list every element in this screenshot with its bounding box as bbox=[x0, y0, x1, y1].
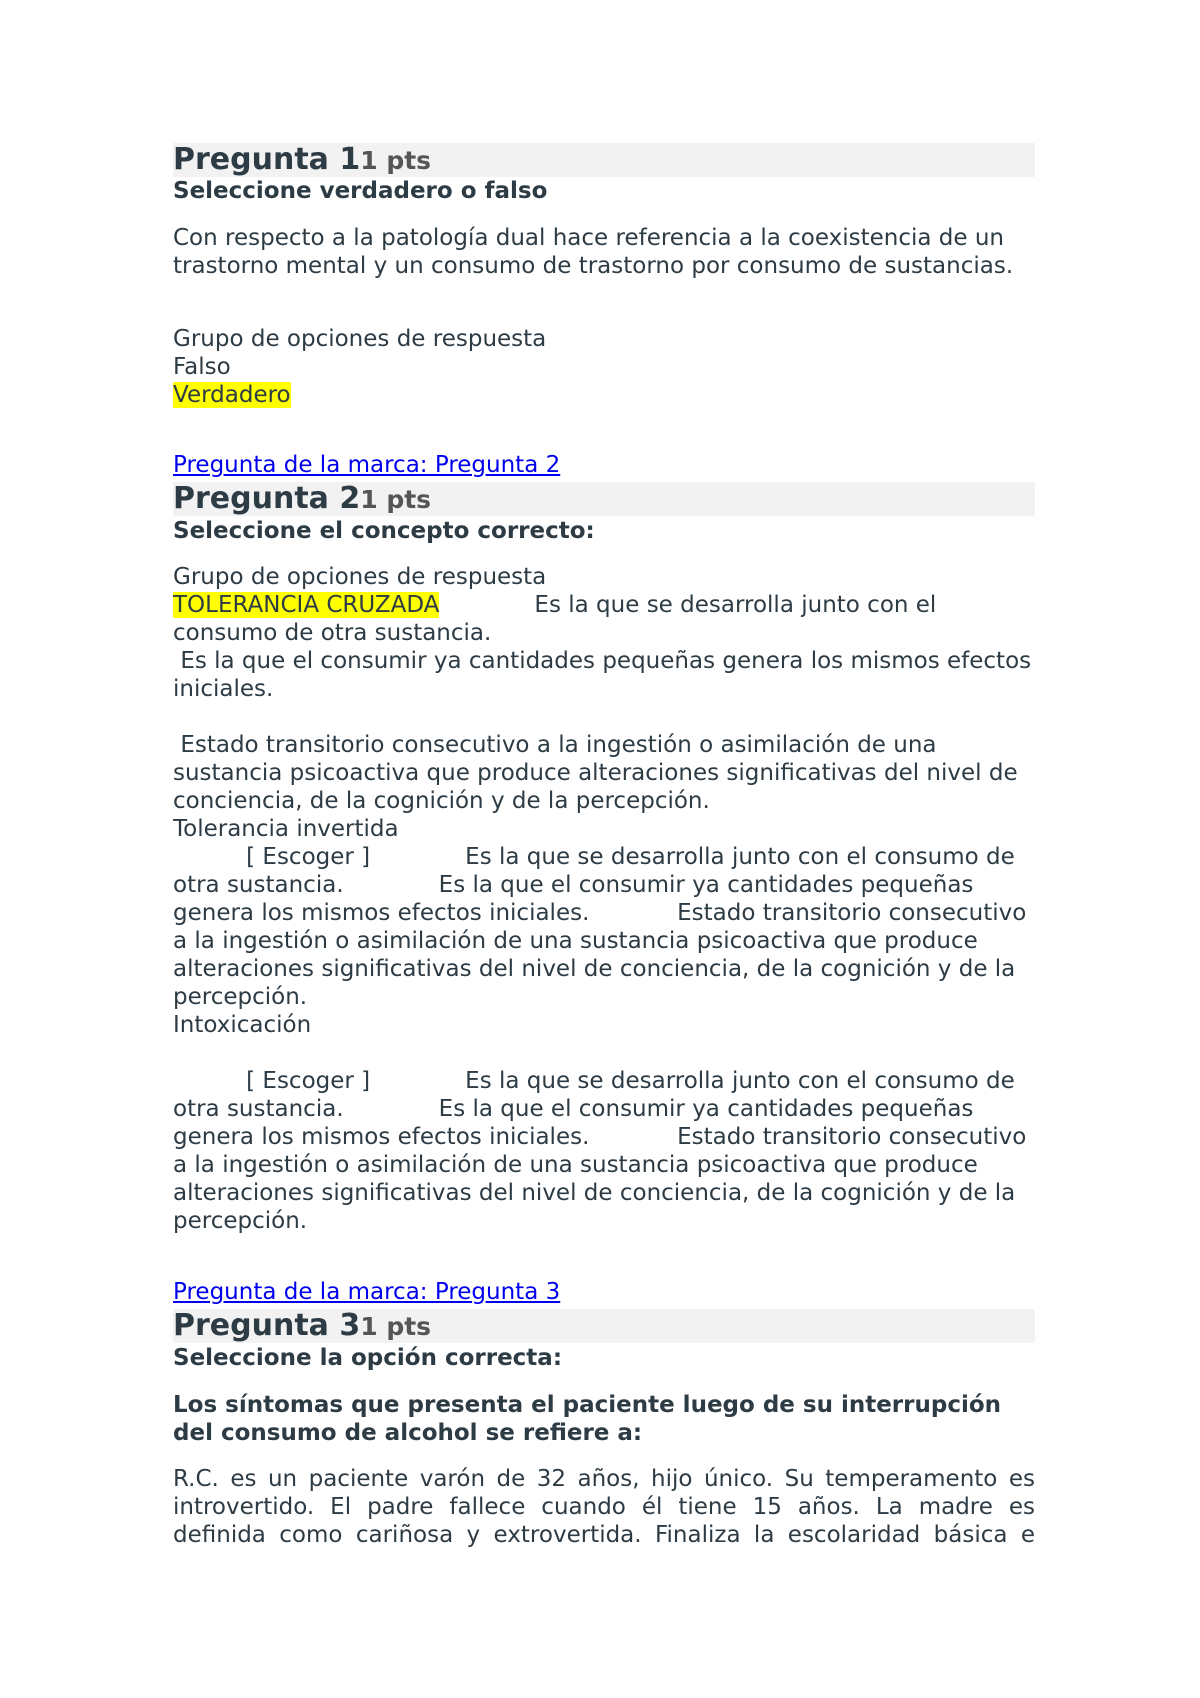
question-3-instruction: Seleccione la opción correcta: bbox=[173, 1345, 563, 1371]
match-description-c: Estado transitorio consecutivo a la ingestión o asimilación de una sustancia psicoactiva que produce alteraciones significativas del nivel de conciencia, de la cognición y de la percepción. bbox=[173, 732, 1025, 814]
question-1-header bbox=[173, 143, 1035, 177]
question-1-instruction: Seleccione verdadero o falso bbox=[173, 178, 548, 204]
question-1-statement: Con respecto a la patología dual hace referencia a la coexistencia de un trastorno mental y un consumo de trastorno por consumo de sustancias. bbox=[173, 225, 1014, 279]
question-1-points: 1 pts bbox=[360, 146, 432, 175]
question-3-case-text: R.C. es un paciente varón de 32 años, hijo único. Su temperamento es introvertido. El padre fallece cuando él tiene 15 años. La madre es definida como cariñosa y extrovertida. Finaliza la escolaridad básica e bbox=[173, 1466, 1035, 1548]
answer-option-verdadero[interactable] bbox=[173, 381, 1035, 409]
question-3-flag-link[interactable]: Pregunta de la marca: Pregunta 3 bbox=[173, 1279, 561, 1305]
question-3-points: 1 pts bbox=[360, 1312, 432, 1341]
match-description-b: Es la que el consumir ya cantidades pequeñas genera los mismos efectos iniciales. bbox=[173, 648, 1039, 702]
question-2-group-label: Grupo de opciones de respuesta bbox=[173, 564, 547, 590]
answer-option-verdadero-label: Verdadero bbox=[173, 382, 291, 408]
question-2-flag-link-row bbox=[173, 452, 1035, 478]
question-2-instruction: Seleccione el concepto correcto: bbox=[173, 518, 595, 544]
match-select-tolerancia-invertida[interactable]: [ Escoger ] Es la que se desarrolla junto con el consumo de otra sustancia. Es la que el consumir ya cantidades pequeñas genera los mismos efectos iniciales. Estado transitorio consecutivo a la ingestión o asimilación de una sustancia psicoactiva que produce alteraciones significativas del nivel de conciencia, de la cognición y de la percepción. bbox=[173, 844, 1034, 1010]
question-3-prompt: Los síntomas que presenta el paciente luego de su interrupción del consumo de alcohol se refiere a: bbox=[173, 1392, 1002, 1446]
question-3-title: Pregunta 3 bbox=[173, 1308, 361, 1343]
question-3-flag-link-row bbox=[173, 1279, 1035, 1305]
match-term-tolerancia-invertida: Tolerancia invertida bbox=[173, 816, 399, 842]
match-term-tolerancia-cruzada: TOLERANCIA CRUZADA bbox=[173, 592, 440, 618]
question-2-header bbox=[173, 482, 1035, 516]
match-row-1 bbox=[173, 591, 1035, 647]
match-description-a: Es la que se desarrolla junto con el consumo de otra sustancia. bbox=[173, 592, 944, 646]
match-select-intoxicacion[interactable]: [ Escoger ] Es la que se desarrolla junto con el consumo de otra sustancia. Es la que el consumir ya cantidades pequeñas genera los mismos efectos iniciales. Estado transitorio consecutivo a la ingestión o asimilación de una sustancia psicoactiva que produce alteraciones significativas del nivel de conciencia, de la cognición y de la percepción. bbox=[173, 1068, 1034, 1234]
question-2-points: 1 pts bbox=[360, 485, 432, 514]
question-2-flag-link[interactable]: Pregunta de la marca: Pregunta 2 bbox=[173, 452, 561, 478]
question-1-group-label: Grupo de opciones de respuesta bbox=[173, 326, 547, 352]
question-3-header bbox=[173, 1309, 1035, 1343]
match-term-intoxicacion: Intoxicación bbox=[173, 1012, 312, 1038]
question-1-title: Pregunta 1 bbox=[173, 142, 361, 177]
question-2-title: Pregunta 2 bbox=[173, 481, 361, 516]
answer-option-falso[interactable]: Falso bbox=[173, 354, 231, 380]
